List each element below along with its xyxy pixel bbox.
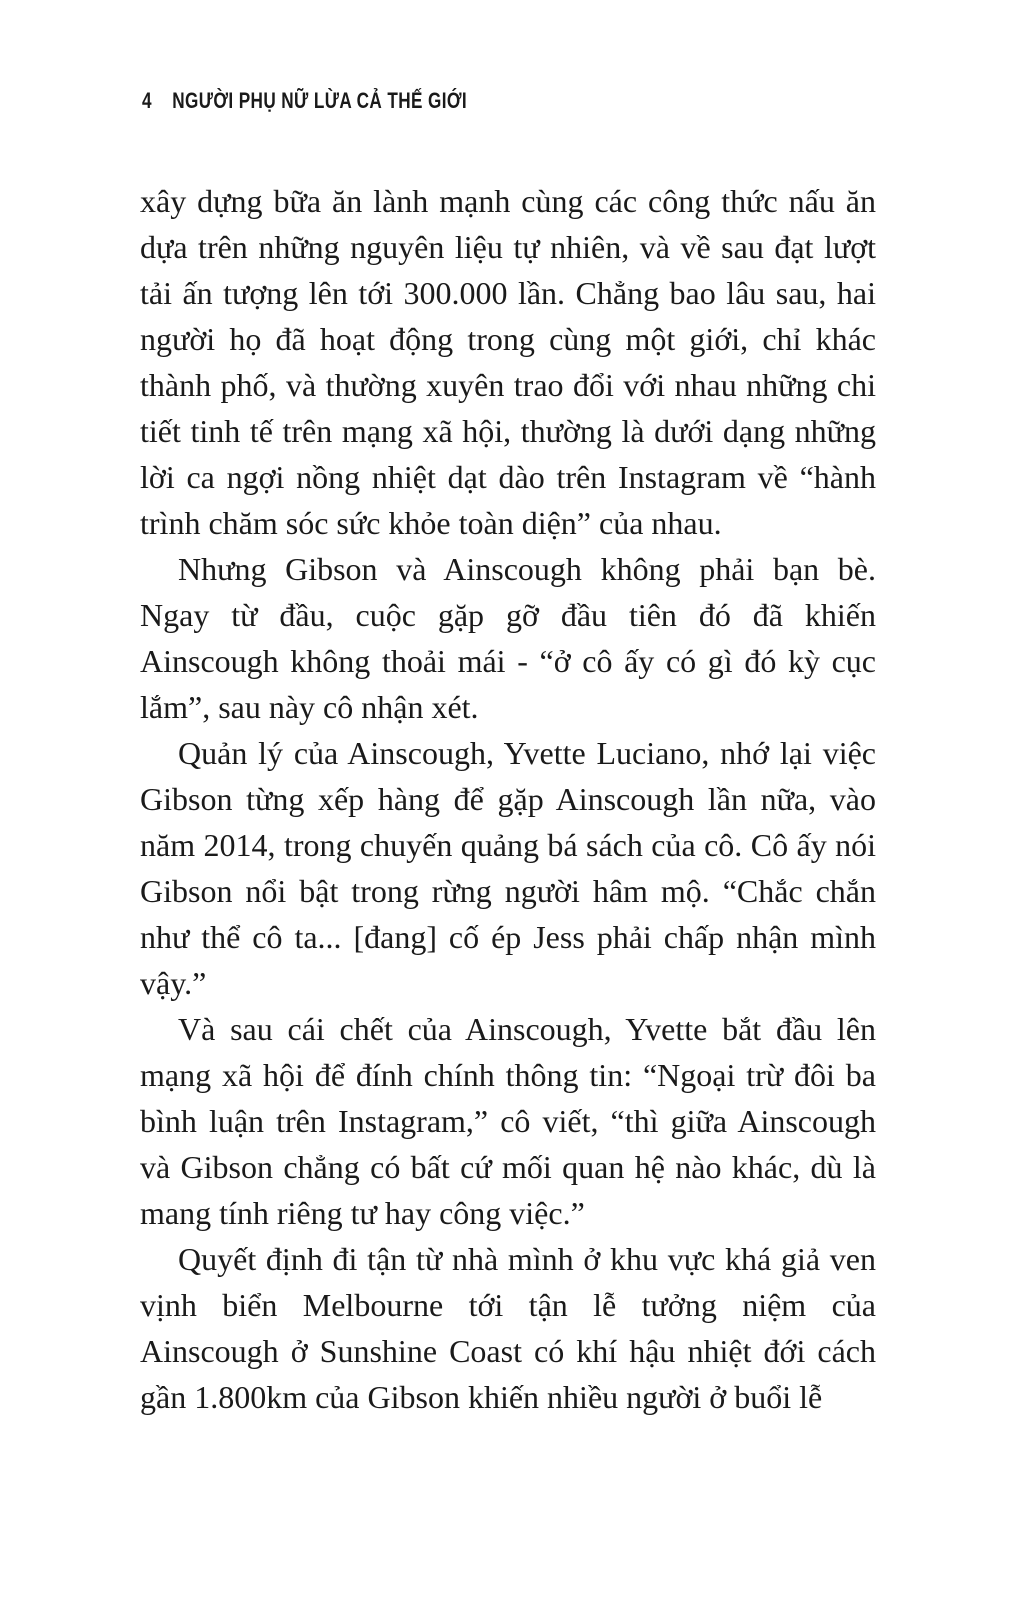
paragraph: Quyết định đi tận từ nhà mình ở khu vực khá giả ven vịnh biển Melbourne tới tận lễ tưởng niệm của Ainscough ở Sunshine Coast có khí hậu nhiệt đới cách gần 1.800km của Gibson khiến nhiều người ở buổi lễ (140, 1241, 876, 1415)
running-header (142, 88, 467, 114)
paragraph: Và sau cái chết của Ainscough, Yvette bắt đầu lên mạng xã hội để đính chính thông tin: “Ngoại trừ đôi ba bình luận trên Instagram,” cô viết, “thì giữa Ainscough và Gibson chẳng có bất cứ mối quan hệ nào khác, dù là mang tính riêng tư hay công việc.” (140, 1011, 876, 1231)
paragraph-continued: xây dựng bữa ăn lành mạnh cùng các công thức nấu ăn dựa trên những nguyên liệu tự nhiên, và về sau đạt lượt tải ấn tượng lên tới 300.000 lần. Chẳng bao lâu sau, hai người họ đã hoạt động trong cùng một giới, chỉ khác thành phố, và thường xuyên trao đổi với nhau những chi tiết tinh tế trên mạng xã hội, thường là dưới dạng những lời ca ngợi nồng nhiệt dạt dào trên Instagram về “hành trình chăm sóc sức khỏe toàn diện” của nhau. (140, 183, 876, 541)
book-title: NGƯỜI PHỤ NỮ LỪA CẢ THẾ GIỚI (172, 88, 468, 113)
page-number: 4 (142, 88, 152, 113)
body-text (140, 178, 876, 1420)
paragraph: Nhưng Gibson và Ainscough không phải bạn bè. Ngay từ đầu, cuộc gặp gỡ đầu tiên đó đã khiến Ainscough không thoải mái - “ở cô ấy có gì đó kỳ cục lắm”, sau này cô nhận xét. (140, 551, 876, 725)
paragraph: Quản lý của Ainscough, Yvette Luciano, nhớ lại việc Gibson từng xếp hàng để gặp Ainscough lần nữa, vào năm 2014, trong chuyến quảng bá sách của cô. Cô ấy nói Gibson nổi bật trong rừng người hâm mộ. “Chắc chắn như thể cô ta... [đang] cố ép Jess phải chấp nhận mình vậy.” (140, 735, 876, 1001)
